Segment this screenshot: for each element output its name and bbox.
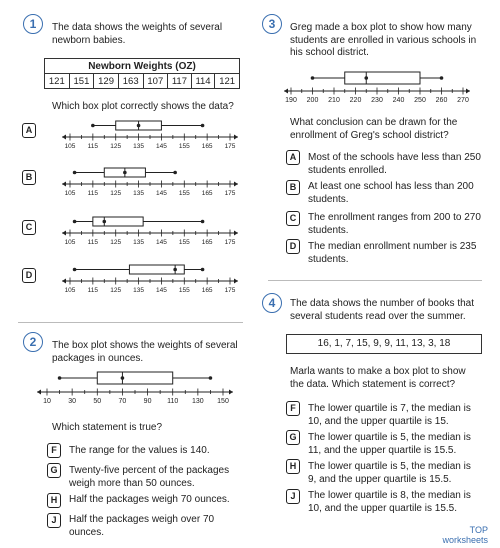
tick-label: 105 [64,287,76,294]
q2-option-j-text[interactable]: Half the packages weigh over 70 ounces. [69,514,215,538]
tick-label: 125 [110,239,122,246]
tick-label: 165 [201,239,213,246]
q2-option-h-text[interactable]: Half the packages weigh 70 ounces. [69,494,230,505]
tick-label: 125 [110,143,122,150]
box [93,217,143,226]
q1-option-d-letter[interactable]: D [22,268,36,283]
q3-prompt: Greg made a box plot to show how many students are enrolled in various schools in his school district. [290,22,477,58]
q1-boxplot-d[interactable] [60,262,240,294]
tick-label: 50 [93,398,102,405]
q3-option-d-letter[interactable]: D [286,239,300,254]
tick-label: 115 [87,287,99,294]
q1-option-a-letter[interactable]: A [22,123,36,138]
tick-label: 165 [201,143,213,150]
q2-option-f-text[interactable]: The range for the values is 140. [69,445,210,456]
q2-prompt: The box plot shows the weights of several packages in ounces. [52,340,238,364]
q2-option-g-text[interactable]: Twenty-five percent of the packages weigh more than 50 ounces. [69,465,230,489]
min-point [91,124,95,128]
median-point [121,376,125,380]
q4-option-g-text[interactable]: The lower quartile is 5, the median is 11, and the upper quartile is 15.5. [308,432,471,456]
weight-cell: 114 [191,74,215,89]
q4-option-f-letter[interactable]: F [286,401,300,416]
axis-arrow-left [62,182,66,187]
weight-cell: 151 [69,74,94,89]
brand-line-2: worksheets [442,535,488,545]
tick-label: 175 [224,287,236,294]
axis-arrow-right [234,135,238,140]
max-point [440,76,444,80]
axis-arrow-right [234,279,238,284]
tick-label: 230 [371,97,383,104]
question-1-number: 1 [23,14,43,34]
q3-option-b-text[interactable]: At least one school has less than 200 students. [308,181,474,205]
min-point [73,220,77,224]
tick-label: 30 [68,398,77,405]
tick-label: 155 [178,239,190,246]
box [97,372,172,384]
q1-option-b-letter[interactable]: B [22,170,36,185]
tick-label: 105 [64,143,76,150]
q4-option-j-text[interactable]: The lower quartile is 8, the median is 10, and the upper quartile is 15.5. [308,490,471,514]
min-point [73,268,77,272]
tick-label: 135 [133,239,145,246]
q1-boxplot-b[interactable] [60,165,240,197]
q2-option-f-letter[interactable]: F [47,443,61,458]
min-point [311,76,315,80]
tick-label: 115 [87,143,99,150]
tick-label: 260 [435,97,448,104]
newborn-weights-table [44,58,240,89]
q4-option-h-letter[interactable]: H [286,459,300,474]
tick-label: 145 [155,143,167,150]
tick-label: 155 [178,143,190,150]
tick-label: 115 [87,239,99,246]
q1-option-c-letter[interactable]: C [22,220,36,235]
question-2-number: 2 [23,332,43,352]
q3-option-b-letter[interactable]: B [286,180,300,195]
q2-option-j-letter[interactable]: J [47,513,61,528]
tick-label: 90 [143,398,152,405]
tick-label: 175 [224,143,236,150]
q4-option-f-text[interactable]: The lower quartile is 7, the median is 10, and the upper quartile is 15. [308,403,471,427]
tick-label: 150 [217,398,229,405]
tick-label: 135 [133,287,145,294]
q1-boxplot-a[interactable] [60,118,240,150]
q3-option-c-letter[interactable]: C [286,211,300,226]
divider [18,322,243,323]
q2-option-h-letter[interactable]: H [47,493,61,508]
weight-cell: 117 [168,74,192,89]
axis-arrow-left [62,279,66,284]
tick-label: 10 [43,398,51,405]
tick-label: 165 [201,190,213,197]
q3-boxplot [282,62,472,106]
max-point [201,220,205,224]
tick-label: 220 [349,97,362,104]
axis-arrow-left [62,231,66,236]
weight-cell: 107 [143,74,168,89]
q2-boxplot [35,364,235,406]
max-point [209,376,213,380]
max-point [201,268,205,272]
tick-label: 155 [178,287,190,294]
q1-boxplot-c[interactable] [60,214,240,246]
median-point [102,220,106,224]
axis-arrow-left [37,390,41,395]
max-point [173,171,177,175]
tick-label: 250 [414,97,426,104]
axis-arrow-right [229,390,233,395]
tick-label: 110 [167,398,179,405]
brand-logo [430,525,488,545]
box [345,72,420,84]
tick-label: 125 [110,287,122,294]
tick-label: 190 [285,97,297,104]
q4-option-j-letter[interactable]: J [286,489,300,504]
books-data-box: 16, 1, 7, 15, 9, 9, 11, 13, 3, 18 [286,334,482,354]
tick-label: 105 [64,239,76,246]
q3-option-a-letter[interactable]: A [286,150,300,165]
tick-label: 175 [224,190,236,197]
q1-prompt: The data shows the weights of several newborn babies. [52,22,223,46]
q2-question: Which statement is true? [52,422,163,433]
axis-arrow-left [284,89,288,94]
q4-option-h-text[interactable]: The lower quartile is 5, the median is 9, and the upper quartile is 15.5. [308,461,471,485]
weight-cell: 129 [94,74,119,89]
q4-question: Marla wants to make a box plot to show the data. Which statement is correct? [290,366,466,390]
tick-label: 155 [178,190,190,197]
median-point [364,76,368,80]
min-point [73,171,77,175]
question-3-number: 3 [262,14,282,34]
tick-label: 70 [118,398,127,405]
median-point [173,268,177,272]
question-4-number: 4 [262,293,282,313]
q3-question: What conclusion can be drawn for the enrollment of Greg's school district? [290,117,458,141]
tick-label: 240 [392,97,405,104]
axis-arrow-right [234,231,238,236]
q1-question: Which box plot correctly shows the data? [52,101,234,112]
tick-label: 105 [64,190,76,197]
weight-cell: 121 [45,74,70,89]
tick-label: 165 [201,287,213,294]
weight-cell: 121 [215,74,240,89]
q2-option-g-letter[interactable]: G [47,463,61,478]
q3-option-a-text[interactable]: Most of the schools have less than 250 students enrolled. [308,152,481,176]
tick-label: 210 [328,97,340,104]
axis-arrow-right [466,89,470,94]
tick-label: 175 [224,239,236,246]
q4-prompt: The data shows the number of books that several students read over the summer. [290,298,474,322]
tick-label: 200 [306,97,319,104]
tick-label: 115 [87,190,99,197]
divider [268,280,482,281]
q3-option-c-text[interactable]: The enrollment ranges from 200 to 270 students. [308,212,481,236]
tick-label: 135 [133,190,145,197]
axis-arrow-left [62,135,66,140]
tick-label: 135 [133,143,145,150]
median-point [123,171,127,175]
tick-label: 145 [155,190,167,197]
median-point [137,124,141,128]
table-title: Newborn Weights (OZ) [45,59,240,74]
tick-label: 270 [457,97,469,104]
min-point [58,376,62,380]
max-point [201,124,205,128]
q4-option-g-letter[interactable]: G [286,430,300,445]
q3-option-d-text[interactable]: The median enrollment number is 235 students. [308,241,477,265]
axis-arrow-right [234,182,238,187]
tick-label: 130 [192,398,204,405]
brand-line-1: TOP [469,525,488,535]
tick-label: 145 [155,239,167,246]
tick-label: 125 [110,190,122,197]
weight-cell: 163 [118,74,143,89]
tick-label: 145 [155,287,167,294]
